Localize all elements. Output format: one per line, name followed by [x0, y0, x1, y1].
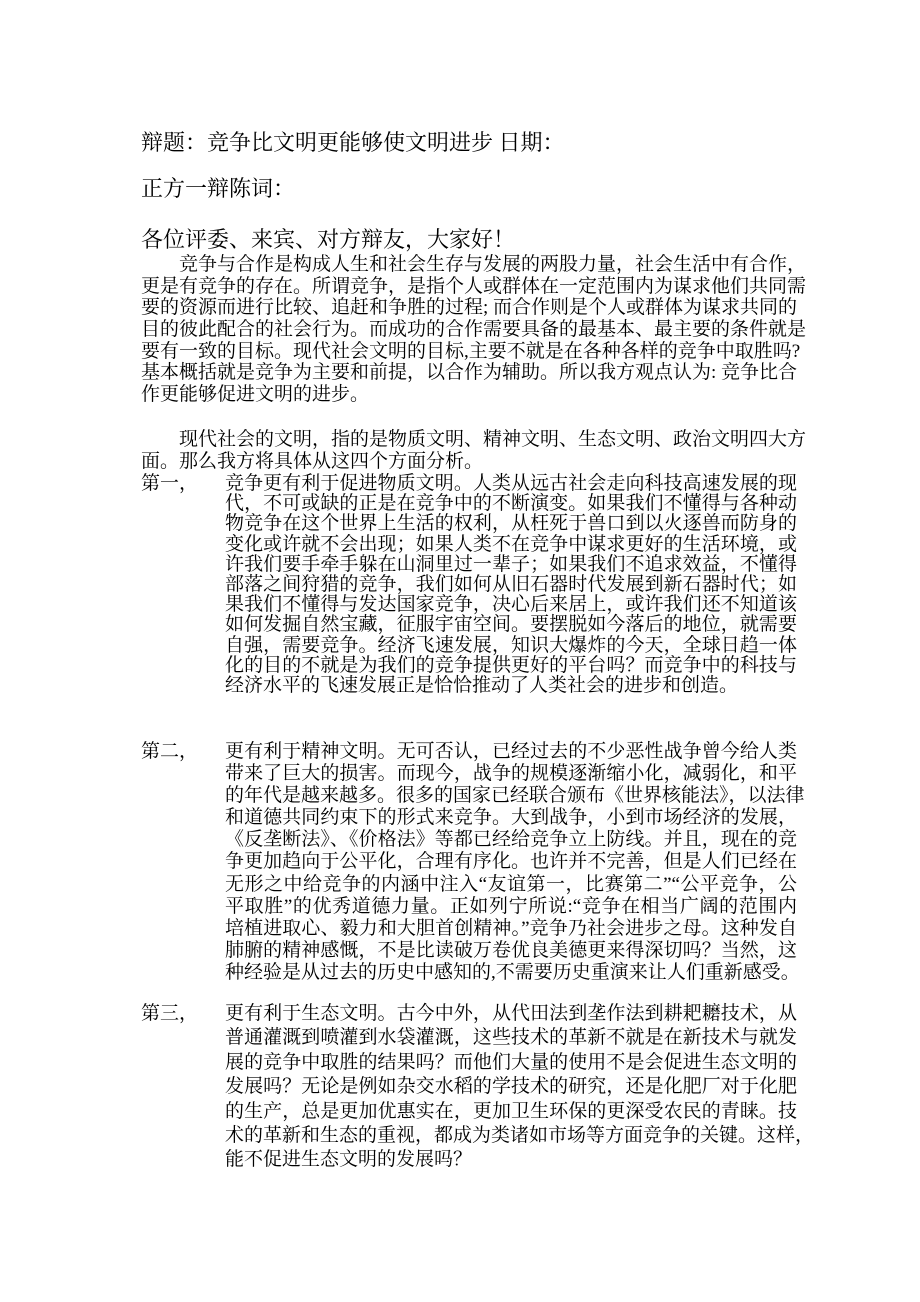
- point-paragraph: [225, 741, 805, 984]
- text-line: 物竞争在这个世界上生活的权利，从枉死于兽口到以火逐兽而防身的: [225, 513, 797, 535]
- text-line: 术的革新和生态的重视，都成为类诸如市场等方面竞争的关键。这样，: [225, 1124, 815, 1146]
- text-line: 作更能够促进文明的进步。: [141, 384, 370, 406]
- text-line: 如何发掘自然宝藏，征服宇宙空间。要摆脱如今落后的地位，就需要: [225, 614, 797, 636]
- text-line: 目的彼此配合的社会行为。而成功的合作需要具备的最基本、最主要的条件就是: [141, 319, 807, 341]
- text-line: 经济水平的飞速发展正是恰恰推动了人类社会的进步和创造。: [225, 674, 739, 696]
- text-line: 培植进取心、毅力和大胆首创精神。”竞争乃社会进步之母。这种发自: [225, 917, 797, 939]
- text-line: 更有利于精神文明。无可否认，已经过去的不少恶性战争曾今给人类: [225, 741, 797, 762]
- text-line: 肺腑的精神感慨，不是比读破万卷优良美德更来得深切吗？当然，这: [225, 939, 797, 961]
- text-line: 更是有竞争的存在。所谓竞争，是指个人或群体在一定范围内为谋求他们共同需: [141, 275, 807, 297]
- text-line: 能不促进生态文明的发展吗？: [225, 1149, 473, 1171]
- text-line: 基本概括就是竞争为主要和前提，以合作为辅助。所以我方观点认为: 竞争比合: [141, 362, 798, 384]
- text-line: 要有一致的目标。现代社会文明的目标,主要不就是在各种各样的竞争中取胜吗?: [141, 340, 801, 362]
- text-line: 现代社会的文明，指的是物质文明、精神文明、生态文明、政治文明四大方: [141, 429, 807, 450]
- point-paragraph: [225, 1002, 815, 1173]
- text-line: 化的目的不就是为我们的竞争提供更好的平台吗？而竞争中的科技与: [225, 654, 797, 676]
- text-line: 变化或许就不会出现；如果人类不在竞争中谋求更好的生活环境，或: [225, 533, 797, 555]
- text-line: 竞争与合作是构成人生和社会生存与发展的两股力量，社会生活中有合作，: [141, 254, 807, 275]
- text-line: 《反垄断法》、《价格法》等都已经给竞争立上防线。并且，现在的竞: [225, 829, 797, 851]
- text-line: 面。那么我方将具体从这四个方面分析。: [141, 450, 484, 472]
- text-line: 普通灌溉到喷灌到水袋灌溉，这些技术的革新不就是在新技术与就发: [225, 1027, 797, 1049]
- text-line: 平取胜”的优秀道德力量。正如列宁所说:“竞争在相当广阔的范围内: [225, 895, 797, 917]
- debate-title: 辩题：竞争比文明更能够使文明进步 日期：: [141, 130, 565, 155]
- point-label: 第二，: [141, 741, 199, 762]
- text-line: 竞争更有利于促进物质文明。人类从远古社会走向科技高速发展的现: [225, 473, 797, 494]
- text-line: 展的竞争中取胜的结果吗？而他们大量的使用不是会促进生态文明的: [225, 1051, 797, 1073]
- text-line: 要的资源而进行比较、追赶和争胜的过程; 而合作则是个人或群体为谋求共同的: [141, 297, 798, 319]
- text-line: 的生产，总是更加优惠实在，更加卫生环保的更深受农民的青睐。技: [225, 1100, 797, 1122]
- text-line: 果我们不懂得与发达国家竞争，决心后来居上，或许我们还不知道该: [225, 594, 797, 616]
- point-paragraph: [225, 474, 797, 696]
- point-label: 第一，: [141, 473, 199, 494]
- paragraph: [141, 429, 807, 472]
- text-line: 无形之中给竞争的内涵中注入“友谊第一，比赛第二”“公平竞争，公: [225, 873, 797, 895]
- point-label: 第三，: [141, 1003, 199, 1024]
- text-line: 和道德共同约束下的形式来竞争。大到战争，小到市场经济的发展，: [225, 807, 797, 829]
- text-line: 更有利于生态文明。古今中外，从代田法到垄作法到耕耙耱技术，从: [225, 1003, 797, 1024]
- text-line: 带来了巨大的损害。而现今，战争的规模逐渐缩小化，减弱化，和平: [225, 763, 797, 785]
- speaker-heading: 正方一辩陈词：: [141, 176, 296, 201]
- greeting: 各位评委、来宾、对方辩友，大家好！: [141, 227, 516, 252]
- text-line: 发展吗？无论是例如杂交水稻的学技术的研究，还是化肥厂对于化肥: [225, 1076, 797, 1098]
- text-line: 许我们要手牵手躲在山洞里过一辈子；如果我们不追求效益，不懂得: [225, 553, 797, 575]
- text-line: 争更加趋向于公平化，合理有序化。也许并不完善，但是人们已经在: [225, 851, 797, 873]
- text-line: 的年代是越来越多。很多的国家已经联合颁布《世界核能法》，以法律: [225, 785, 805, 807]
- text-line: 部落之间狩猎的竞争，我们如何从旧石器时代发展到新石器时代；如: [225, 573, 797, 595]
- text-line: 代，不可或缺的正是在竞争中的不断演变。如果我们不懂得与各种动: [225, 493, 797, 515]
- paragraph: [141, 254, 807, 406]
- text-line: 自强，需要竞争。经济飞速发展，知识大爆炸的今天，全球日趋一体: [225, 634, 797, 656]
- text-line: 种经验是从过去的历史中感知的,不需要历史重演来让人们重新感受。: [225, 961, 800, 983]
